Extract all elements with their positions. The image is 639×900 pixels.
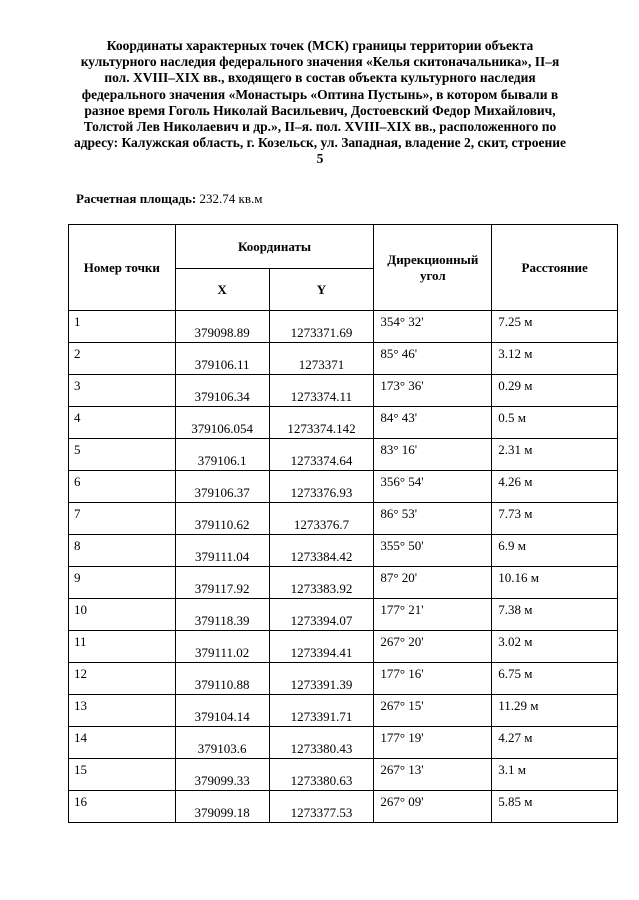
table-row xyxy=(69,599,618,631)
x-coordinate-cell: 379111.04 xyxy=(175,535,269,567)
direction-angle-cell: 354° 32' xyxy=(374,311,492,343)
y-coordinate-cell: 1273374.142 xyxy=(269,407,374,439)
distance-cell: 3.02 м xyxy=(492,631,618,663)
header-y: Y xyxy=(269,269,374,311)
x-coordinate-cell: 379099.33 xyxy=(175,759,269,791)
direction-angle-cell: 85° 46' xyxy=(374,343,492,375)
point-number-cell: 14 xyxy=(69,727,176,759)
x-coordinate-cell: 379098.89 xyxy=(175,311,269,343)
table-row xyxy=(69,311,618,343)
y-coordinate-cell: 1273371 xyxy=(269,343,374,375)
y-coordinate-cell: 1273384.42 xyxy=(269,535,374,567)
y-coordinate-cell: 1273374.64 xyxy=(269,439,374,471)
direction-angle-cell: 267° 20' xyxy=(374,631,492,663)
distance-cell: 3.1 м xyxy=(492,759,618,791)
distance-cell: 5.85 м xyxy=(492,791,618,823)
y-coordinate-cell: 1273376.7 xyxy=(269,503,374,535)
point-number-cell: 1 xyxy=(69,311,176,343)
x-coordinate-cell: 379118.39 xyxy=(175,599,269,631)
y-coordinate-cell: 1273377.53 xyxy=(269,791,374,823)
direction-angle-cell: 177° 21' xyxy=(374,599,492,631)
table-row xyxy=(69,631,618,663)
direction-angle-cell: 356° 54' xyxy=(374,471,492,503)
y-coordinate-cell: 1273371.69 xyxy=(269,311,374,343)
distance-cell: 0.5 м xyxy=(492,407,618,439)
table-row xyxy=(69,663,618,695)
direction-angle-cell: 84° 43' xyxy=(374,407,492,439)
point-number-cell: 7 xyxy=(69,503,176,535)
x-coordinate-cell: 379106.1 xyxy=(175,439,269,471)
direction-angle-cell: 267° 13' xyxy=(374,759,492,791)
x-coordinate-cell: 379099.18 xyxy=(175,791,269,823)
y-coordinate-cell: 1273391.71 xyxy=(269,695,374,727)
distance-cell: 7.73 м xyxy=(492,503,618,535)
table-row xyxy=(69,695,618,727)
distance-cell: 0.29 м xyxy=(492,375,618,407)
point-number-cell: 5 xyxy=(69,439,176,471)
x-coordinate-cell: 379103.6 xyxy=(175,727,269,759)
y-coordinate-cell: 1273391.39 xyxy=(269,663,374,695)
y-coordinate-cell: 1273380.63 xyxy=(269,759,374,791)
area-line xyxy=(76,191,262,207)
point-number-cell: 15 xyxy=(69,759,176,791)
distance-cell: 6.9 м xyxy=(492,535,618,567)
y-coordinate-cell: 1273374.11 xyxy=(269,375,374,407)
distance-cell: 7.25 м xyxy=(492,311,618,343)
x-coordinate-cell: 379104.14 xyxy=(175,695,269,727)
direction-angle-cell: 355° 50' xyxy=(374,535,492,567)
distance-cell: 2.31 м xyxy=(492,439,618,471)
table-row xyxy=(69,791,618,823)
point-number-cell: 4 xyxy=(69,407,176,439)
y-coordinate-cell: 1273394.41 xyxy=(269,631,374,663)
table-row xyxy=(69,343,618,375)
distance-cell: 4.27 м xyxy=(492,727,618,759)
y-coordinate-cell: 1273376.93 xyxy=(269,471,374,503)
distance-cell: 4.26 м xyxy=(492,471,618,503)
x-coordinate-cell: 379106.11 xyxy=(175,343,269,375)
distance-cell: 3.12 м xyxy=(492,343,618,375)
header-x: X xyxy=(175,269,269,311)
table-row xyxy=(69,439,618,471)
direction-angle-cell: 83° 16' xyxy=(374,439,492,471)
direction-angle-cell: 177° 16' xyxy=(374,663,492,695)
point-number-cell: 11 xyxy=(69,631,176,663)
direction-angle-cell: 267° 09' xyxy=(374,791,492,823)
point-number-cell: 9 xyxy=(69,567,176,599)
direction-angle-cell: 173° 36' xyxy=(374,375,492,407)
point-number-cell: 12 xyxy=(69,663,176,695)
area-value: 232.74 кв.м xyxy=(199,191,263,206)
y-coordinate-cell: 1273394.07 xyxy=(269,599,374,631)
x-coordinate-cell: 379106.34 xyxy=(175,375,269,407)
area-label: Расчетная площадь: xyxy=(76,191,197,206)
table-row xyxy=(69,759,618,791)
table-row xyxy=(69,471,618,503)
x-coordinate-cell: 379117.92 xyxy=(175,567,269,599)
coordinates-table xyxy=(68,224,618,823)
direction-angle-cell: 86° 53' xyxy=(374,503,492,535)
distance-cell: 6.75 м xyxy=(492,663,618,695)
table-row xyxy=(69,567,618,599)
y-coordinate-cell: 1273383.92 xyxy=(269,567,374,599)
y-coordinate-cell: 1273380.43 xyxy=(269,727,374,759)
header-coordinates: Координаты xyxy=(175,225,374,269)
distance-cell: 10.16 м xyxy=(492,567,618,599)
table-row xyxy=(69,535,618,567)
header-point-number: Номер точки xyxy=(69,225,176,311)
x-coordinate-cell: 379110.62 xyxy=(175,503,269,535)
point-number-cell: 3 xyxy=(69,375,176,407)
distance-cell: 11.29 м xyxy=(492,695,618,727)
table-row xyxy=(69,727,618,759)
direction-angle-cell: 87° 20' xyxy=(374,567,492,599)
table-row xyxy=(69,375,618,407)
distance-cell: 7.38 м xyxy=(492,599,618,631)
direction-angle-cell: 267° 15' xyxy=(374,695,492,727)
x-coordinate-cell: 379111.02 xyxy=(175,631,269,663)
direction-angle-cell: 177° 19' xyxy=(374,727,492,759)
x-coordinate-cell: 379106.37 xyxy=(175,471,269,503)
point-number-cell: 2 xyxy=(69,343,176,375)
point-number-cell: 6 xyxy=(69,471,176,503)
point-number-cell: 16 xyxy=(69,791,176,823)
x-coordinate-cell: 379110.88 xyxy=(175,663,269,695)
table-row xyxy=(69,407,618,439)
header-distance: Расстояние xyxy=(492,225,618,311)
point-number-cell: 8 xyxy=(69,535,176,567)
document-title: Координаты характерных точек (МСК) границы территории объекта культурного наследия федерального значения «Келья скитоначальника», II–я пол. XVIII–XIX вв., входящего в состав объекта культурного наследия федерального значения «Монастырь «Оптина Пустынь», в котором бывали в разное время Гоголь Николай Васильевич, Достоевский Федор Михайлович, Толстой Лев Николаевич и др.», II–я. пол. XVIII–XIX вв., расположенного по адресу: Калужская область, г. Козельск, ул. Западная, владение 2, скит, строение 5 xyxy=(73,38,567,167)
point-number-cell: 13 xyxy=(69,695,176,727)
table-row xyxy=(69,503,618,535)
header-direction-angle: Дирекционный угол xyxy=(374,225,492,311)
point-number-cell: 10 xyxy=(69,599,176,631)
x-coordinate-cell: 379106.054 xyxy=(175,407,269,439)
